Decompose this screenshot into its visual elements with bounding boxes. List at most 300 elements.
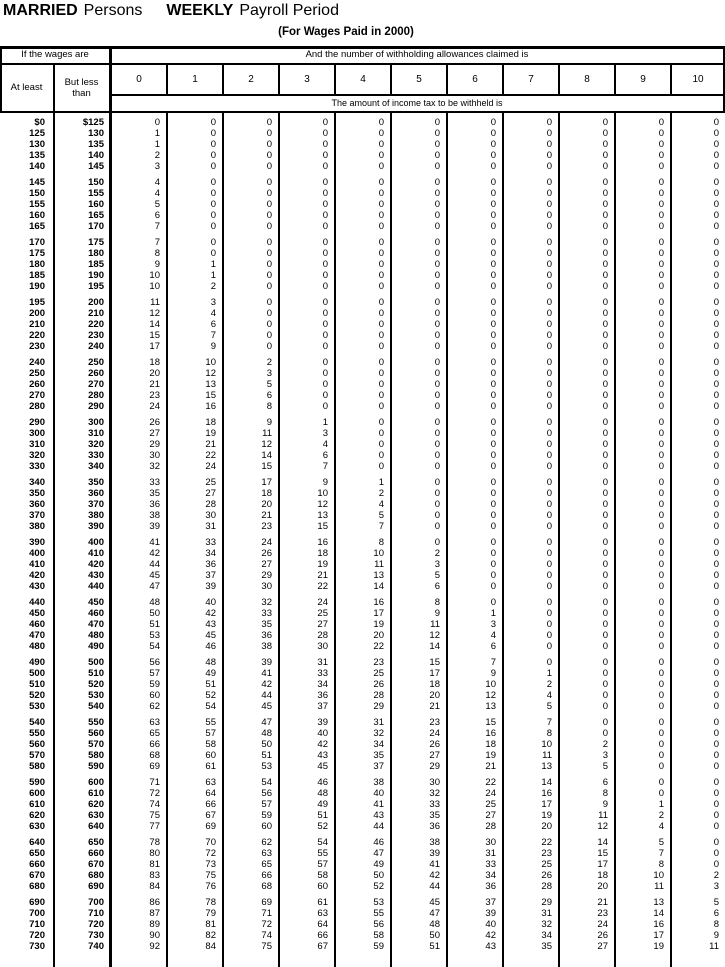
tax-value-cell: 0 bbox=[602, 307, 608, 319]
tax-value-cell: 0 bbox=[602, 340, 608, 352]
tax-value-cell: 0 bbox=[434, 297, 440, 308]
tax-value-cell: 0 bbox=[434, 389, 440, 401]
tax-value-cell: 0 bbox=[713, 177, 719, 188]
wage-but-less-cell: 310 bbox=[88, 427, 104, 439]
tax-value-cell: 89 bbox=[149, 918, 160, 930]
tax-value-cell: 11 bbox=[150, 297, 160, 308]
wage-at-least-cell: 700 bbox=[29, 907, 45, 919]
allowance-header-divider bbox=[502, 63, 504, 96]
tax-value-cell: 0 bbox=[713, 307, 719, 319]
tax-value-cell: 0 bbox=[713, 460, 719, 472]
tax-value-cell: 0 bbox=[713, 629, 719, 641]
tax-value-cell: 51 bbox=[149, 618, 160, 630]
tax-value-cell: 90 bbox=[149, 929, 160, 941]
tax-value-cell: 40 bbox=[373, 787, 384, 799]
wage-at-least-cell: 390 bbox=[29, 537, 45, 548]
tax-value-cell: 0 bbox=[602, 629, 608, 641]
tax-value-cell: 2 bbox=[602, 738, 608, 750]
tax-value-cell: 7 bbox=[658, 847, 664, 859]
tax-value-cell: 0 bbox=[490, 280, 496, 292]
tax-value-cell: 36 bbox=[149, 498, 160, 510]
tax-value-cell: 33 bbox=[485, 858, 496, 870]
tax-value-cell: 0 bbox=[658, 569, 664, 581]
tax-value-cell: 8 bbox=[602, 787, 608, 799]
tax-value-cell: 19 bbox=[205, 427, 216, 439]
tax-value-cell: 0 bbox=[658, 378, 664, 390]
tax-value-cell: 0 bbox=[434, 318, 440, 330]
wage-but-less-cell: 260 bbox=[88, 367, 104, 379]
tax-value-cell: 81 bbox=[205, 918, 216, 930]
tax-value-cell: 46 bbox=[317, 777, 328, 788]
tax-value-cell: 32 bbox=[429, 787, 440, 799]
wage-but-less-cell: 470 bbox=[88, 618, 104, 630]
wage-but-less-cell: 500 bbox=[88, 657, 104, 668]
tax-value-cell: 0 bbox=[602, 258, 608, 270]
tax-value-cell: 0 bbox=[658, 640, 664, 652]
tax-value-cell: 0 bbox=[602, 558, 608, 570]
wage-at-least-cell: 310 bbox=[29, 438, 45, 450]
tax-value-cell: 0 bbox=[210, 247, 216, 259]
tax-value-cell: 0 bbox=[602, 378, 608, 390]
tax-value-cell: 0 bbox=[602, 149, 608, 161]
tax-value-cell: 1 bbox=[322, 417, 328, 428]
wage-at-least-cell: 590 bbox=[29, 777, 45, 788]
tax-value-cell: 54 bbox=[149, 640, 160, 652]
tax-value-cell: 44 bbox=[261, 689, 272, 701]
tax-value-cell: 0 bbox=[602, 357, 608, 368]
wage-at-least-cell: 450 bbox=[29, 607, 45, 619]
tax-value-cell: 0 bbox=[210, 209, 216, 221]
tax-value-cell: 11 bbox=[709, 940, 719, 952]
allowance-column-header-10: 10 bbox=[692, 74, 704, 85]
tax-value-cell: 56 bbox=[261, 787, 272, 799]
tax-value-cell: 0 bbox=[490, 389, 496, 401]
tax-value-cell: 0 bbox=[658, 618, 664, 630]
tax-value-cell: 0 bbox=[266, 187, 272, 199]
wage-at-least-cell: 580 bbox=[29, 760, 45, 772]
tax-value-cell: 18 bbox=[205, 417, 216, 428]
tax-value-cell: 0 bbox=[602, 547, 608, 559]
tax-value-cell: 7 bbox=[546, 717, 552, 728]
but-less-than-label bbox=[53, 65, 110, 111]
wage-but-less-cell: 630 bbox=[88, 809, 104, 821]
tax-value-cell: 0 bbox=[658, 198, 664, 210]
tax-value-cell: 34 bbox=[485, 869, 496, 881]
tax-value-cell: 8 bbox=[154, 247, 160, 259]
tax-value-cell: 13 bbox=[485, 700, 496, 712]
wage-at-least-cell: 630 bbox=[29, 820, 45, 832]
tax-value-cell: 16 bbox=[205, 400, 216, 412]
tax-value-cell: 0 bbox=[490, 558, 496, 570]
tax-value-cell: 28 bbox=[485, 820, 496, 832]
tax-value-cell: 4 bbox=[378, 498, 384, 510]
tax-value-cell: 0 bbox=[546, 569, 552, 581]
tax-value-cell: 0 bbox=[658, 297, 664, 308]
tax-value-cell: 15 bbox=[149, 329, 160, 341]
tax-value-cell: 19 bbox=[317, 558, 328, 570]
tax-value-cell: 55 bbox=[205, 717, 216, 728]
tax-value-cell: 60 bbox=[149, 689, 160, 701]
tax-value-cell: 0 bbox=[378, 269, 384, 281]
tax-value-cell: 0 bbox=[602, 329, 608, 341]
tax-value-cell: 26 bbox=[261, 547, 272, 559]
tax-value-cell: 86 bbox=[149, 897, 160, 908]
tax-value-cell: 0 bbox=[602, 498, 608, 510]
wage-at-least-cell: 130 bbox=[29, 138, 45, 150]
tax-value-cell: 36 bbox=[261, 629, 272, 641]
tax-value-cell: 0 bbox=[713, 777, 719, 788]
tax-value-cell: 28 bbox=[373, 689, 384, 701]
tax-value-cell: 64 bbox=[205, 787, 216, 799]
tax-value-cell: 71 bbox=[261, 907, 272, 919]
tax-value-cell: 0 bbox=[266, 160, 272, 172]
tax-value-cell: 0 bbox=[490, 438, 496, 450]
tax-value-cell: 0 bbox=[713, 149, 719, 161]
tax-value-cell: 5 bbox=[434, 569, 440, 581]
tax-value-cell: 0 bbox=[546, 307, 552, 319]
tax-value-cell: 0 bbox=[658, 427, 664, 439]
tax-value-cell: 0 bbox=[658, 187, 664, 199]
amount-withheld-label: The amount of income tax to be withheld is bbox=[331, 98, 503, 108]
wage-but-less-cell: 620 bbox=[88, 798, 104, 810]
tax-value-cell: 1 bbox=[154, 127, 160, 139]
wage-at-least-cell: 125 bbox=[29, 127, 45, 139]
tax-value-cell: 2 bbox=[546, 678, 552, 690]
wage-but-less-cell: 650 bbox=[88, 837, 104, 848]
tax-value-cell: 7 bbox=[154, 237, 160, 248]
tax-value-cell: 0 bbox=[658, 247, 664, 259]
tax-value-cell: 0 bbox=[602, 438, 608, 450]
tax-value-cell: 15 bbox=[261, 460, 272, 472]
tax-value-cell: 0 bbox=[602, 269, 608, 281]
tax-value-cell: 0 bbox=[658, 237, 664, 248]
tax-value-cell: 0 bbox=[713, 547, 719, 559]
wage-at-least-cell: 360 bbox=[29, 498, 45, 510]
wage-at-least-cell: 190 bbox=[29, 280, 45, 292]
tax-value-cell: 0 bbox=[602, 537, 608, 548]
tax-value-cell: 0 bbox=[266, 237, 272, 248]
wage-but-less-cell: 170 bbox=[88, 220, 104, 232]
tax-value-cell: 32 bbox=[261, 597, 272, 608]
tax-value-cell: 0 bbox=[322, 247, 328, 259]
tax-value-cell: 8 bbox=[546, 727, 552, 739]
tax-value-cell: 51 bbox=[205, 678, 216, 690]
wage-but-less-cell: 380 bbox=[88, 509, 104, 521]
tax-value-cell: 0 bbox=[490, 477, 496, 488]
tax-value-cell: 2 bbox=[658, 809, 664, 821]
tax-value-cell: 62 bbox=[261, 837, 272, 848]
wage-at-least-cell: 690 bbox=[29, 897, 45, 908]
tax-value-cell: 0 bbox=[546, 220, 552, 232]
tax-value-cell: 0 bbox=[658, 777, 664, 788]
tax-value-cell: 15 bbox=[205, 389, 216, 401]
tax-value-cell: 23 bbox=[429, 717, 440, 728]
tax-value-cell: 0 bbox=[322, 378, 328, 390]
tax-value-cell: 1 bbox=[490, 607, 496, 619]
tax-value-cell: 42 bbox=[429, 869, 440, 881]
tax-value-cell: 0 bbox=[322, 258, 328, 270]
wage-at-least-cell: 660 bbox=[29, 858, 45, 870]
tax-value-cell: 0 bbox=[713, 449, 719, 461]
tax-value-cell: 0 bbox=[658, 460, 664, 472]
tax-value-cell: 38 bbox=[149, 509, 160, 521]
wage-at-least-cell: 320 bbox=[29, 449, 45, 461]
wage-but-less-cell: 340 bbox=[88, 460, 104, 472]
tax-value-cell: 0 bbox=[434, 427, 440, 439]
tax-value-cell: 32 bbox=[149, 460, 160, 472]
wage-but-less-cell: 410 bbox=[88, 547, 104, 559]
tax-value-cell: 0 bbox=[546, 367, 552, 379]
tax-value-cell: 0 bbox=[713, 400, 719, 412]
tax-value-cell: 0 bbox=[490, 258, 496, 270]
tax-value-cell: 13 bbox=[541, 760, 552, 772]
tax-value-cell: 0 bbox=[434, 307, 440, 319]
tax-value-cell: 0 bbox=[658, 209, 664, 221]
tax-value-cell: 32 bbox=[541, 918, 552, 930]
wage-at-least-cell: 370 bbox=[29, 509, 45, 521]
tax-value-cell: 0 bbox=[322, 389, 328, 401]
wage-at-least-cell: 150 bbox=[29, 187, 45, 199]
tax-value-cell: 27 bbox=[429, 749, 440, 761]
tax-value-cell: 0 bbox=[546, 520, 552, 532]
tax-value-cell: 0 bbox=[713, 657, 719, 668]
tax-value-cell: 43 bbox=[205, 618, 216, 630]
tax-value-cell: 0 bbox=[378, 460, 384, 472]
tax-value-cell: 0 bbox=[602, 689, 608, 701]
wage-but-less-cell: 195 bbox=[88, 280, 104, 292]
tax-value-cell: 0 bbox=[658, 520, 664, 532]
tax-value-cell: 3 bbox=[322, 427, 328, 439]
wage-at-least-cell: 340 bbox=[29, 477, 45, 488]
wage-at-least-cell: 400 bbox=[29, 547, 45, 559]
tax-value-cell: 43 bbox=[485, 940, 496, 952]
wage-but-less-cell: 420 bbox=[88, 558, 104, 570]
tax-value-cell: 0 bbox=[713, 847, 719, 859]
tax-value-cell: 0 bbox=[713, 520, 719, 532]
wage-but-less-cell: 150 bbox=[88, 177, 104, 188]
tax-value-cell: 0 bbox=[658, 280, 664, 292]
tax-value-cell: 0 bbox=[602, 487, 608, 499]
allowance-header-divider bbox=[222, 63, 224, 96]
tax-value-cell: 11 bbox=[374, 558, 384, 570]
tax-value-cell: 46 bbox=[205, 640, 216, 652]
tax-value-cell: 0 bbox=[490, 427, 496, 439]
tax-value-cell: 0 bbox=[490, 318, 496, 330]
tax-value-cell: 32 bbox=[373, 727, 384, 739]
wage-at-least-cell: 250 bbox=[29, 367, 45, 379]
tax-value-cell: 0 bbox=[658, 487, 664, 499]
tax-value-cell: 5 bbox=[546, 700, 552, 712]
tax-value-cell: 5 bbox=[602, 760, 608, 772]
tax-value-cell: 48 bbox=[149, 597, 160, 608]
tax-value-cell: 71 bbox=[149, 777, 160, 788]
tax-value-cell: 0 bbox=[210, 237, 216, 248]
tax-value-cell: 87 bbox=[149, 907, 160, 919]
tax-value-cell: 21 bbox=[261, 509, 272, 521]
tax-value-cell: 0 bbox=[266, 127, 272, 139]
tax-value-cell: 0 bbox=[322, 367, 328, 379]
tax-value-cell: 26 bbox=[429, 738, 440, 750]
tax-value-cell: 0 bbox=[658, 177, 664, 188]
wage-but-less-cell: 270 bbox=[88, 378, 104, 390]
tax-value-cell: 5 bbox=[713, 897, 719, 908]
tax-value-cell: 10 bbox=[149, 269, 160, 281]
tax-value-cell: 24 bbox=[317, 597, 328, 608]
tax-value-cell: 35 bbox=[429, 809, 440, 821]
allowance-header-divider bbox=[390, 63, 392, 96]
tax-value-cell: 42 bbox=[485, 929, 496, 941]
tax-value-cell: 0 bbox=[713, 220, 719, 232]
tax-value-cell: 61 bbox=[317, 897, 328, 908]
wage-at-least-cell: 470 bbox=[29, 629, 45, 641]
tax-value-cell: 0 bbox=[713, 198, 719, 210]
tax-value-cell: 24 bbox=[485, 787, 496, 799]
tax-value-cell: 0 bbox=[546, 209, 552, 221]
tax-value-cell: 42 bbox=[149, 547, 160, 559]
tax-value-cell: 14 bbox=[541, 777, 552, 788]
tax-value-cell: 0 bbox=[602, 667, 608, 679]
tax-value-cell: 0 bbox=[434, 537, 440, 548]
tax-value-cell: 35 bbox=[261, 618, 272, 630]
tax-value-cell: 0 bbox=[378, 258, 384, 270]
tax-value-cell: 0 bbox=[434, 438, 440, 450]
tax-value-cell: 0 bbox=[490, 460, 496, 472]
tax-value-cell: 0 bbox=[266, 177, 272, 188]
tax-value-cell: 8 bbox=[713, 918, 719, 930]
tax-value-cell: 34 bbox=[541, 929, 552, 941]
tax-value-cell: 26 bbox=[149, 417, 160, 428]
tax-value-cell: 35 bbox=[373, 749, 384, 761]
page-title bbox=[3, 2, 339, 20]
tax-value-cell: 23 bbox=[149, 389, 160, 401]
tax-value-cell: 0 bbox=[602, 318, 608, 330]
tax-value-cell: 0 bbox=[713, 820, 719, 832]
tax-value-cell: 63 bbox=[205, 777, 216, 788]
tax-value-cell: 0 bbox=[602, 417, 608, 428]
tax-value-cell: 0 bbox=[602, 237, 608, 248]
column-rule bbox=[334, 113, 336, 967]
tax-value-cell: 20 bbox=[373, 629, 384, 641]
tax-value-cell: 65 bbox=[149, 727, 160, 739]
tax-value-cell: 92 bbox=[149, 940, 160, 952]
tax-value-cell: 21 bbox=[205, 438, 216, 450]
tax-value-cell: 17 bbox=[373, 607, 384, 619]
tax-value-cell: 0 bbox=[490, 509, 496, 521]
tax-value-cell: 28 bbox=[205, 498, 216, 510]
tax-value-cell: 0 bbox=[490, 177, 496, 188]
tax-value-cell: 0 bbox=[378, 340, 384, 352]
tax-value-cell: 38 bbox=[429, 837, 440, 848]
tax-value-cell: 0 bbox=[378, 307, 384, 319]
tax-value-cell: 15 bbox=[429, 657, 440, 668]
allowance-header-divider bbox=[446, 63, 448, 96]
wage-but-less-cell: 240 bbox=[88, 340, 104, 352]
tax-value-cell: 0 bbox=[434, 329, 440, 341]
wage-at-least-cell: 610 bbox=[29, 798, 45, 810]
tax-value-cell: 0 bbox=[434, 417, 440, 428]
tax-value-cell: 65 bbox=[261, 858, 272, 870]
tax-value-cell: 0 bbox=[266, 220, 272, 232]
tax-value-cell: 18 bbox=[597, 869, 608, 881]
tax-value-cell: 0 bbox=[546, 177, 552, 188]
tax-value-cell: 0 bbox=[713, 689, 719, 701]
tax-value-cell: 0 bbox=[322, 117, 328, 128]
column-rule bbox=[278, 113, 280, 967]
tax-value-cell: 0 bbox=[378, 438, 384, 450]
wage-at-least-cell: 640 bbox=[29, 837, 45, 848]
tax-value-cell: 34 bbox=[205, 547, 216, 559]
tax-value-cell: 8 bbox=[434, 597, 440, 608]
tax-value-cell: 3 bbox=[210, 297, 216, 308]
tax-value-cell: 0 bbox=[713, 569, 719, 581]
tax-value-cell: 50 bbox=[149, 607, 160, 619]
wage-at-least-cell: 500 bbox=[29, 667, 45, 679]
wage-at-least-cell: 300 bbox=[29, 427, 45, 439]
tax-value-cell: 18 bbox=[261, 487, 272, 499]
tax-value-cell: 9 bbox=[713, 929, 719, 941]
at-least-label: At least bbox=[10, 82, 43, 93]
tax-value-cell: 58 bbox=[373, 929, 384, 941]
tax-value-cell: 3 bbox=[713, 880, 719, 892]
column-rule bbox=[222, 113, 224, 967]
tax-value-cell: 0 bbox=[713, 618, 719, 630]
tax-value-cell: 0 bbox=[434, 187, 440, 199]
tax-value-cell: 57 bbox=[261, 798, 272, 810]
tax-value-cell: 50 bbox=[429, 929, 440, 941]
tax-value-cell: 0 bbox=[490, 569, 496, 581]
wage-at-least-cell: 290 bbox=[29, 417, 45, 428]
title-weekly: WEEKLY bbox=[166, 2, 234, 19]
tax-value-cell: 0 bbox=[658, 138, 664, 150]
tax-value-cell: 25 bbox=[205, 477, 216, 488]
tax-value-cell: 0 bbox=[602, 477, 608, 488]
tax-value-cell: 0 bbox=[658, 477, 664, 488]
tax-value-cell: 45 bbox=[205, 629, 216, 641]
tax-value-cell: 6 bbox=[266, 389, 272, 401]
tax-value-cell: 78 bbox=[149, 837, 160, 848]
tax-value-cell: 0 bbox=[658, 417, 664, 428]
title-married: MARRIED bbox=[3, 2, 78, 19]
allowance-header-divider bbox=[166, 63, 168, 96]
but-less-than-text: But less than bbox=[64, 77, 99, 99]
tax-value-cell: 8 bbox=[658, 858, 664, 870]
wage-at-least-cell: 175 bbox=[29, 247, 45, 259]
tax-value-cell: 0 bbox=[546, 449, 552, 461]
tax-value-cell: 18 bbox=[149, 357, 160, 368]
tax-value-cell: 12 bbox=[429, 629, 440, 641]
tax-value-cell: 57 bbox=[317, 858, 328, 870]
tax-value-cell: 0 bbox=[658, 127, 664, 139]
tax-value-cell: 0 bbox=[546, 258, 552, 270]
tax-value-cell: 29 bbox=[373, 700, 384, 712]
wage-but-less-cell: 250 bbox=[88, 357, 104, 368]
tax-value-cell: 12 bbox=[317, 498, 328, 510]
tax-value-cell: 0 bbox=[658, 307, 664, 319]
tax-value-cell: 0 bbox=[378, 378, 384, 390]
tax-value-cell: 0 bbox=[434, 498, 440, 510]
tax-value-cell: 59 bbox=[261, 809, 272, 821]
tax-value-cell: 67 bbox=[317, 940, 328, 952]
allowance-column-header-3: 3 bbox=[304, 74, 310, 85]
tax-value-cell: 30 bbox=[261, 580, 272, 592]
tax-value-cell: 12 bbox=[149, 307, 160, 319]
tax-value-cell: 20 bbox=[149, 367, 160, 379]
tax-value-cell: 0 bbox=[378, 127, 384, 139]
tax-value-cell: 0 bbox=[713, 640, 719, 652]
tax-value-cell: 0 bbox=[266, 247, 272, 259]
tax-value-cell: 72 bbox=[261, 918, 272, 930]
tax-value-cell: 0 bbox=[658, 389, 664, 401]
